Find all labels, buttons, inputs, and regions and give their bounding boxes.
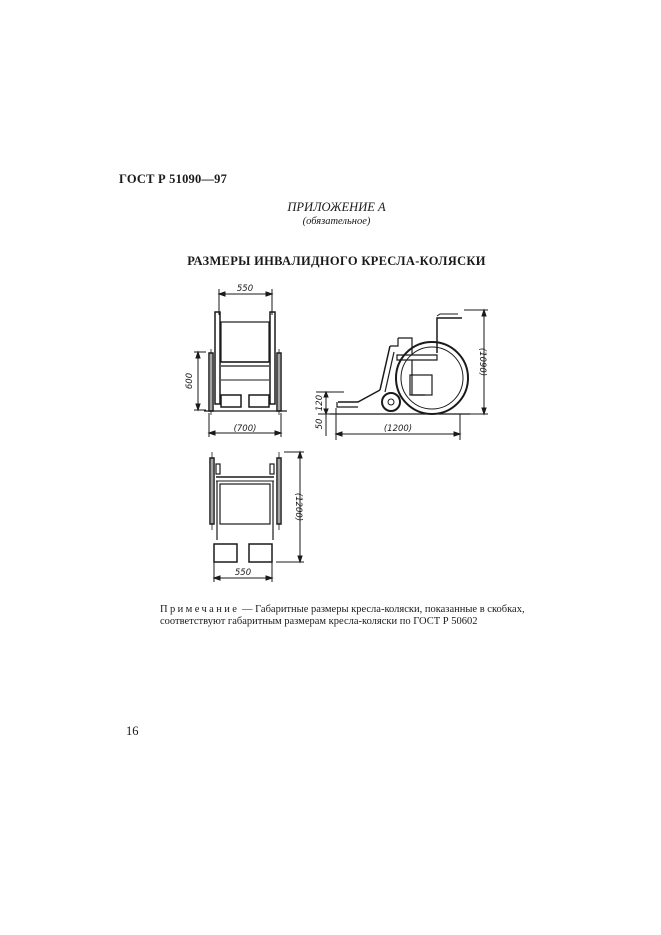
side-view <box>316 310 488 440</box>
top-width-label: 550 <box>234 568 252 578</box>
appendix-title: ПРИЛОЖЕНИЕ А <box>287 200 386 214</box>
ground-clearance-label: 50 <box>315 418 325 430</box>
footrest-height-label: 120 <box>315 394 325 412</box>
front-width-label: 550 <box>236 284 254 294</box>
document-title: РАЗМЕРЫ ИНВАЛИДНОГО КРЕСЛА-КОЛЯСКИ <box>187 254 486 268</box>
note-label: Примечание <box>160 604 240 615</box>
page-number: 16 <box>126 724 139 738</box>
standard-code: ГОСТ Р 51090—97 <box>119 172 228 186</box>
note-text: — Габаритные размеры кресла-коляски, показанные в скобках, соответствуют габаритным размерам кресла-коляски по ГОСТ Р 50602 <box>160 604 525 627</box>
figure-note <box>160 604 560 628</box>
front-height-label: 600 <box>185 372 195 390</box>
side-length-label: (1200) <box>383 424 413 434</box>
top-view <box>210 452 304 582</box>
front-overall-width-label: (700) <box>233 424 257 434</box>
front-view <box>194 289 287 437</box>
side-height-label: (1090) <box>477 347 487 377</box>
appendix-status: (обязательное) <box>302 216 371 227</box>
top-length-label: (1200) <box>293 492 303 522</box>
